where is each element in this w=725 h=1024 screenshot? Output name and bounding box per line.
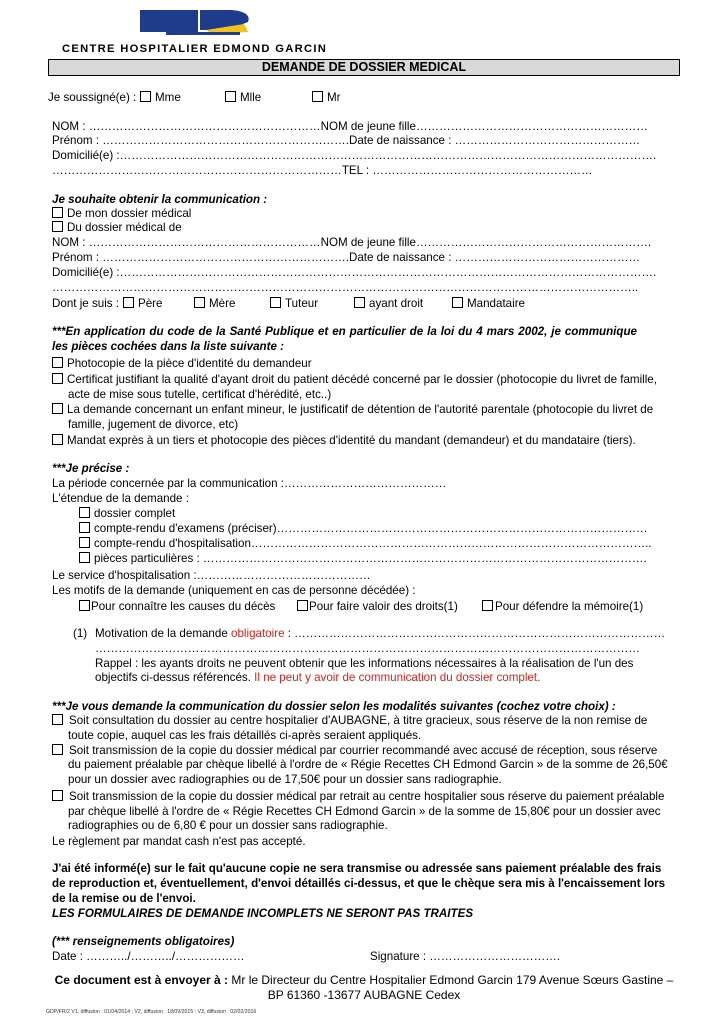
modalite-courrier-l3: pour un dossier avec radiographies ou de 17,50€ pour un dossier sans radiographie. bbox=[68, 773, 502, 786]
checkbox-hospitalisation[interactable] bbox=[79, 537, 90, 548]
motif-memoire[interactable]: Pour défendre la mémoire(1) bbox=[482, 600, 643, 614]
motifs-label: Les motifs de la demande (uniquement en cas de personne décédée) : bbox=[52, 584, 416, 597]
hospital-logo bbox=[140, 8, 252, 44]
form-title: DEMANDE DE DOSSIER MEDICAL bbox=[48, 59, 680, 76]
domicile-field[interactable]: Domicilié(e) :…………………………………………………………………………………………………………………………. bbox=[52, 149, 657, 162]
checkbox-dossier-de[interactable] bbox=[52, 221, 63, 232]
checkbox-causes[interactable] bbox=[79, 600, 90, 611]
checkbox-droits[interactable] bbox=[297, 600, 308, 611]
etendue-complet[interactable]: dossier complet bbox=[79, 507, 175, 521]
modalite-consultation-l2: toute copie, auquel cas les frais détaillés ci-après seraient appliqués. bbox=[68, 729, 422, 742]
motivation-line2[interactable]: …………………………………………………………………………………………………………………………… bbox=[95, 642, 640, 655]
envoi-label: Ce document est à envoyer à : bbox=[54, 973, 229, 987]
option-dossier-de[interactable]: Du dossier médical de bbox=[52, 221, 182, 235]
info-line2: de reproduction et, éventuellement, d'envoi détaillés ci-dessus, et que le chèque sera mis à l'encaissement lors bbox=[52, 877, 666, 890]
civilite-mlle[interactable]: Mlle bbox=[225, 91, 261, 105]
modalites-heading: ***Je vous demande la communication du dossier selon les modalités suivantes (cochez votre choix) : bbox=[52, 700, 616, 713]
etendue-hospitalisation[interactable]: compte-rendu d'hospitalisation………………………………………………………………………………………….. bbox=[79, 537, 652, 551]
motivation-num: (1) bbox=[73, 627, 88, 640]
info-line3: de la remise ou de l'envoi. bbox=[52, 892, 196, 905]
etendue-examens[interactable]: compte-rendu d'examens (préciser)…………………………………………………………………………………… bbox=[79, 522, 648, 536]
checkbox-piece-identite[interactable] bbox=[52, 357, 63, 368]
nom-field[interactable]: NOM : ……………………………………………………NOM de jeune fille…………………………………………………… bbox=[52, 120, 648, 133]
checkbox-pieces[interactable] bbox=[79, 552, 90, 563]
required-tag: obligatoire bbox=[231, 627, 285, 640]
motif-droits[interactable]: Pour faire valoir des droits(1) bbox=[297, 600, 458, 614]
rappel-line1: Rappel : les ayants droits ne peuvent obtenir que les informations nécessaires à la réalisation de l'un des bbox=[95, 657, 634, 670]
modalite-courrier[interactable]: Soit transmission de la copie du dossier médical par courrier recommandé avec accusé de réception, sous réserve bbox=[52, 744, 657, 758]
dont-pere[interactable]: Père bbox=[123, 297, 163, 311]
checkbox-memoire[interactable] bbox=[482, 600, 493, 611]
checkbox-tuteur[interactable] bbox=[270, 297, 281, 308]
pieces-heading: ***En application du code de la Santé Publique et en particulier de la loi du 4 mars 2002, je communique les pièces cochées dans la liste suivante : bbox=[52, 325, 637, 353]
periode-field[interactable]: La période concernée par la communication :…………………………………… bbox=[52, 477, 447, 490]
checkbox-mineur[interactable] bbox=[52, 403, 63, 414]
piece-mineur[interactable]: La demande concernant un enfant mineur, le justificatif de détention de l'autorité parentale (photocopie du livret de bbox=[52, 403, 653, 417]
dont-mandataire[interactable]: Mandataire bbox=[452, 297, 525, 311]
prenom-field[interactable]: Prénom : ……………………………………………………….Date de naissance : ………………………………………… bbox=[52, 134, 641, 147]
piece-certificat[interactable]: Certificat justifiant la qualité d'ayant droit du patient décédé concerné par le dossier (photocopie du livret de famille, bbox=[52, 373, 657, 387]
communication-heading: Je souhaite obtenir la communication : bbox=[52, 193, 268, 206]
dont-tuteur[interactable]: Tuteur bbox=[270, 297, 318, 311]
checkbox-complet[interactable] bbox=[79, 507, 90, 518]
checkbox-certificat[interactable] bbox=[52, 373, 63, 384]
checkbox-examens[interactable] bbox=[79, 522, 90, 533]
checkbox-mere[interactable] bbox=[194, 297, 205, 308]
tiers-domicile-field[interactable]: Domicilié(e) :…………………………………………………………………………………………………………………………. bbox=[52, 266, 657, 279]
dont-ayant-droit[interactable]: ayant droit bbox=[354, 297, 423, 311]
tel-field[interactable]: …………………………………………………………………TEL : ………………………………………………… bbox=[52, 164, 593, 177]
checkbox-mme[interactable] bbox=[140, 91, 151, 102]
checkbox-ayant-droit[interactable] bbox=[354, 297, 365, 308]
modalite-retrait-l3: radiographies ou de 6,80 € pour un dossier sans radiographie. bbox=[68, 819, 388, 832]
modalite-retrait[interactable]: Soit transmission de la copie du dossier médical par retrait au centre hospitalier sous réserve du paiement préalable bbox=[52, 790, 664, 804]
envoi-address-l2: BP 61360 -13677 AUBAGNE Cedex bbox=[267, 988, 461, 1002]
signature-field[interactable]: Signature : ……………………………. bbox=[370, 950, 561, 963]
tiers-nom-field[interactable]: NOM : ……………………………………………………NOM de jeune fille……………………………………………………. bbox=[52, 236, 652, 249]
checkbox-mandat[interactable] bbox=[52, 434, 63, 445]
rappel-warning: Il ne peut y avoir de communication du dossier complet. bbox=[254, 671, 541, 684]
tiers-prenom-field[interactable]: Prénom : ……………………………………………………….Date de naissance : ………………………………………… bbox=[52, 251, 641, 264]
checkbox-retrait[interactable] bbox=[52, 790, 63, 801]
modalite-retrait-l2: par chèque libellé à l'ordre de « Régie Recettes CH Edmond Garcin » de la somme de 15,80€ pour un dossier avec bbox=[68, 805, 661, 818]
checkbox-mlle[interactable] bbox=[225, 91, 236, 102]
precise-heading: ***Je précise : bbox=[52, 462, 130, 475]
etendue-pieces[interactable]: pièces particulières : ……………………………………………………………………………………………………. bbox=[79, 552, 647, 566]
motif-causes[interactable]: Pour connaître les causes du décès bbox=[79, 600, 275, 614]
date-field[interactable]: Date : ………../………../……………… bbox=[52, 950, 245, 963]
obligatoires-note: (*** renseignements obligatoires) bbox=[52, 935, 235, 948]
checkbox-mon-dossier[interactable] bbox=[52, 207, 63, 218]
checkbox-courrier[interactable] bbox=[52, 744, 63, 755]
cash-note: Le règlement par mandat cash n'est pas accepté. bbox=[52, 835, 306, 848]
incomplets-warning: LES FORMULAIRES DE DEMANDE INCOMPLETS NE SERONT PAS TRAITES bbox=[52, 907, 474, 920]
dont-mere[interactable]: Mère bbox=[194, 297, 235, 311]
info-line1: J'ai été informé(e) sur le fait qu'aucune copie ne sera transmise ou adressée sans paiement préalable des frais bbox=[52, 862, 662, 875]
piece-mineur-l2: famille, jugement de divorce, etc) bbox=[68, 418, 239, 431]
checkbox-mandataire[interactable] bbox=[452, 297, 463, 308]
civilite-mr[interactable]: Mr bbox=[312, 91, 341, 105]
document-reference: GDP/FR/2 V1, diffusion : 01/04/2014 ; V2, diffusion : 18/09/2015 ; V3, diffusion : 02/02/2016 bbox=[46, 1009, 257, 1015]
org-name: CENTRE HOSPITALIER EDMOND GARCIN bbox=[62, 43, 328, 55]
piece-mandat[interactable]: Mandat exprès à un tiers et photocopie des pièces d'identité du mandant (demandeur) et du mandataire (tiers). bbox=[52, 434, 636, 448]
modalite-consultation[interactable]: Soit consultation du dossier au centre hospitalier d'AUBAGNE, à titre gracieux, sous réserve de la non remise de bbox=[52, 714, 647, 728]
etendue-label: L'étendue de la demande : bbox=[52, 492, 189, 505]
envoi-address: Ce document est à envoyer à : Mr le Directeur du Centre Hospitalier Edmond Garcin 179 Avenue Sœurs Gastine – BP 61360 -13677 AUBAGNE Cedex bbox=[48, 973, 680, 1003]
dont-label: Dont je suis : bbox=[52, 297, 120, 310]
option-mon-dossier[interactable]: De mon dossier médical bbox=[52, 207, 191, 221]
piece-certificat-l2: acte de mise sous tutelle, certificat d'hérédité, etc..) bbox=[68, 388, 332, 401]
checkbox-pere[interactable] bbox=[123, 297, 134, 308]
soussigne-row bbox=[48, 91, 136, 105]
service-field[interactable]: Le service d'hospitalisation :……………………………………… bbox=[52, 569, 371, 582]
soussigne-label: Je soussigné(e) : bbox=[48, 91, 137, 104]
rappel-line2: objectifs ci-dessus référencés. Il ne peut y avoir de communication du dossier complet. bbox=[95, 671, 541, 684]
checkbox-consultation[interactable] bbox=[52, 714, 63, 725]
civilite-mme[interactable]: Mme bbox=[140, 91, 181, 105]
piece-identite[interactable]: Photocopie de la pièce d'identité du demandeur bbox=[52, 357, 312, 371]
modalite-courrier-l2: du paiement préalable par chèque libellé à l'ordre de « Régie Recettes CH Edmond Garcin » de la somme de 26,50€ bbox=[68, 758, 668, 771]
motivation-field[interactable]: Motivation de la demande obligatoire : …………………………………………………………………………………… bbox=[95, 627, 666, 640]
checkbox-mr[interactable] bbox=[312, 91, 323, 102]
tiers-domicile-field-2[interactable]: …………………………………………………………………………………………………………………………………….. bbox=[52, 281, 639, 294]
